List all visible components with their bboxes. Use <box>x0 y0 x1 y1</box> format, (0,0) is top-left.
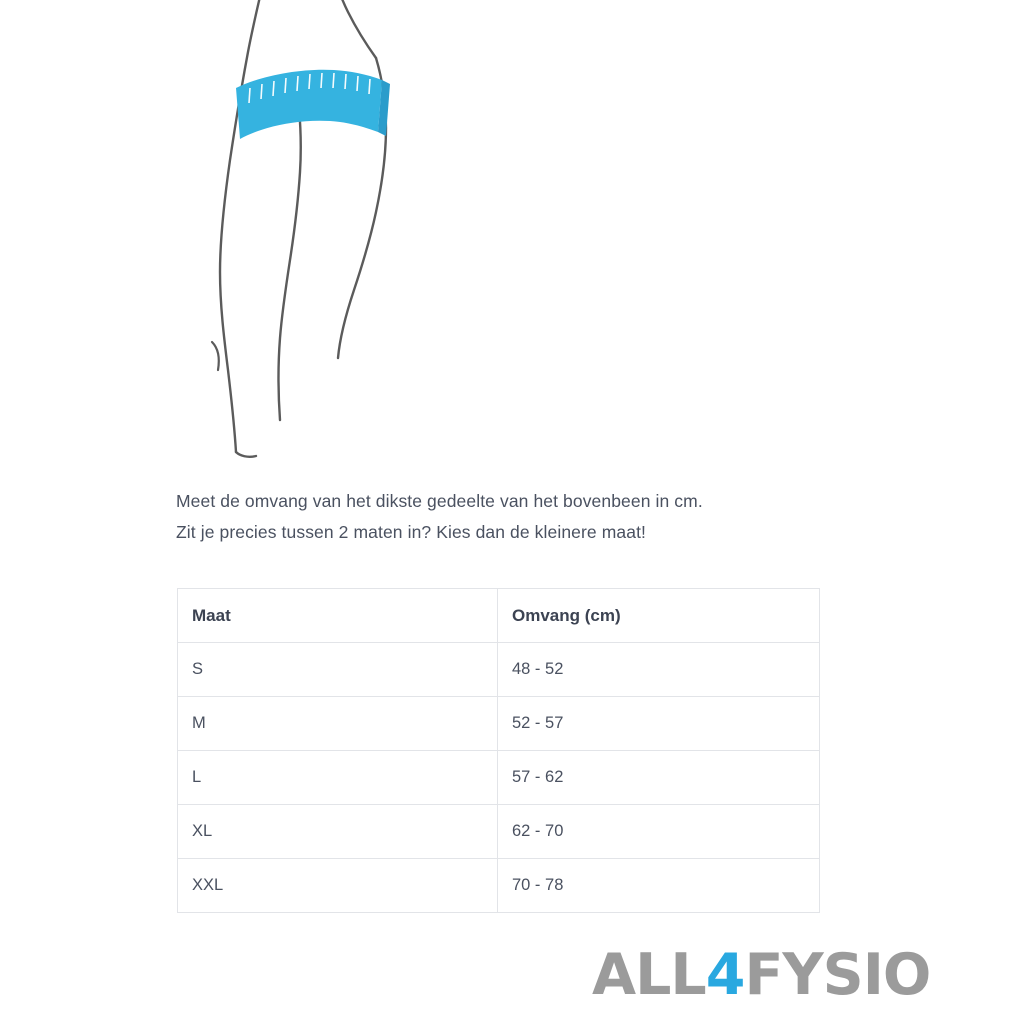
measuring-tape <box>236 70 390 139</box>
cell-size: L <box>178 751 498 805</box>
cell-range: 52 - 57 <box>498 697 820 751</box>
table-row <box>178 805 820 859</box>
cell-size: XL <box>178 805 498 859</box>
leg-measurement-illustration <box>150 0 480 460</box>
table-header-row <box>178 589 820 643</box>
instruction-line-2: Zit je precies tussen 2 maten in? Kies dan de kleinere maat! <box>176 522 646 542</box>
logo-text-fysio: FYSIO <box>744 941 931 1008</box>
table-header-size: Maat <box>178 589 498 643</box>
table-row <box>178 697 820 751</box>
cell-range: 62 - 70 <box>498 805 820 859</box>
cell-range: 48 - 52 <box>498 643 820 697</box>
cell-size: XXL <box>178 859 498 913</box>
table-row <box>178 643 820 697</box>
table-row <box>178 751 820 805</box>
cell-size: M <box>178 697 498 751</box>
logo-text-all: ALL <box>592 941 706 1008</box>
instruction-line-1: Meet de omvang van het dikste gedeelte van het bovenbeen in cm. <box>176 491 703 511</box>
measurement-instructions <box>176 486 876 548</box>
logo-text-four: 4 <box>705 941 745 1008</box>
size-table <box>177 588 820 913</box>
brand-logo <box>592 940 1020 1010</box>
cell-size: S <box>178 643 498 697</box>
table-row <box>178 859 820 913</box>
table-header-circumference: Omvang (cm) <box>498 589 820 643</box>
cell-range: 57 - 62 <box>498 751 820 805</box>
cell-range: 70 - 78 <box>498 859 820 913</box>
